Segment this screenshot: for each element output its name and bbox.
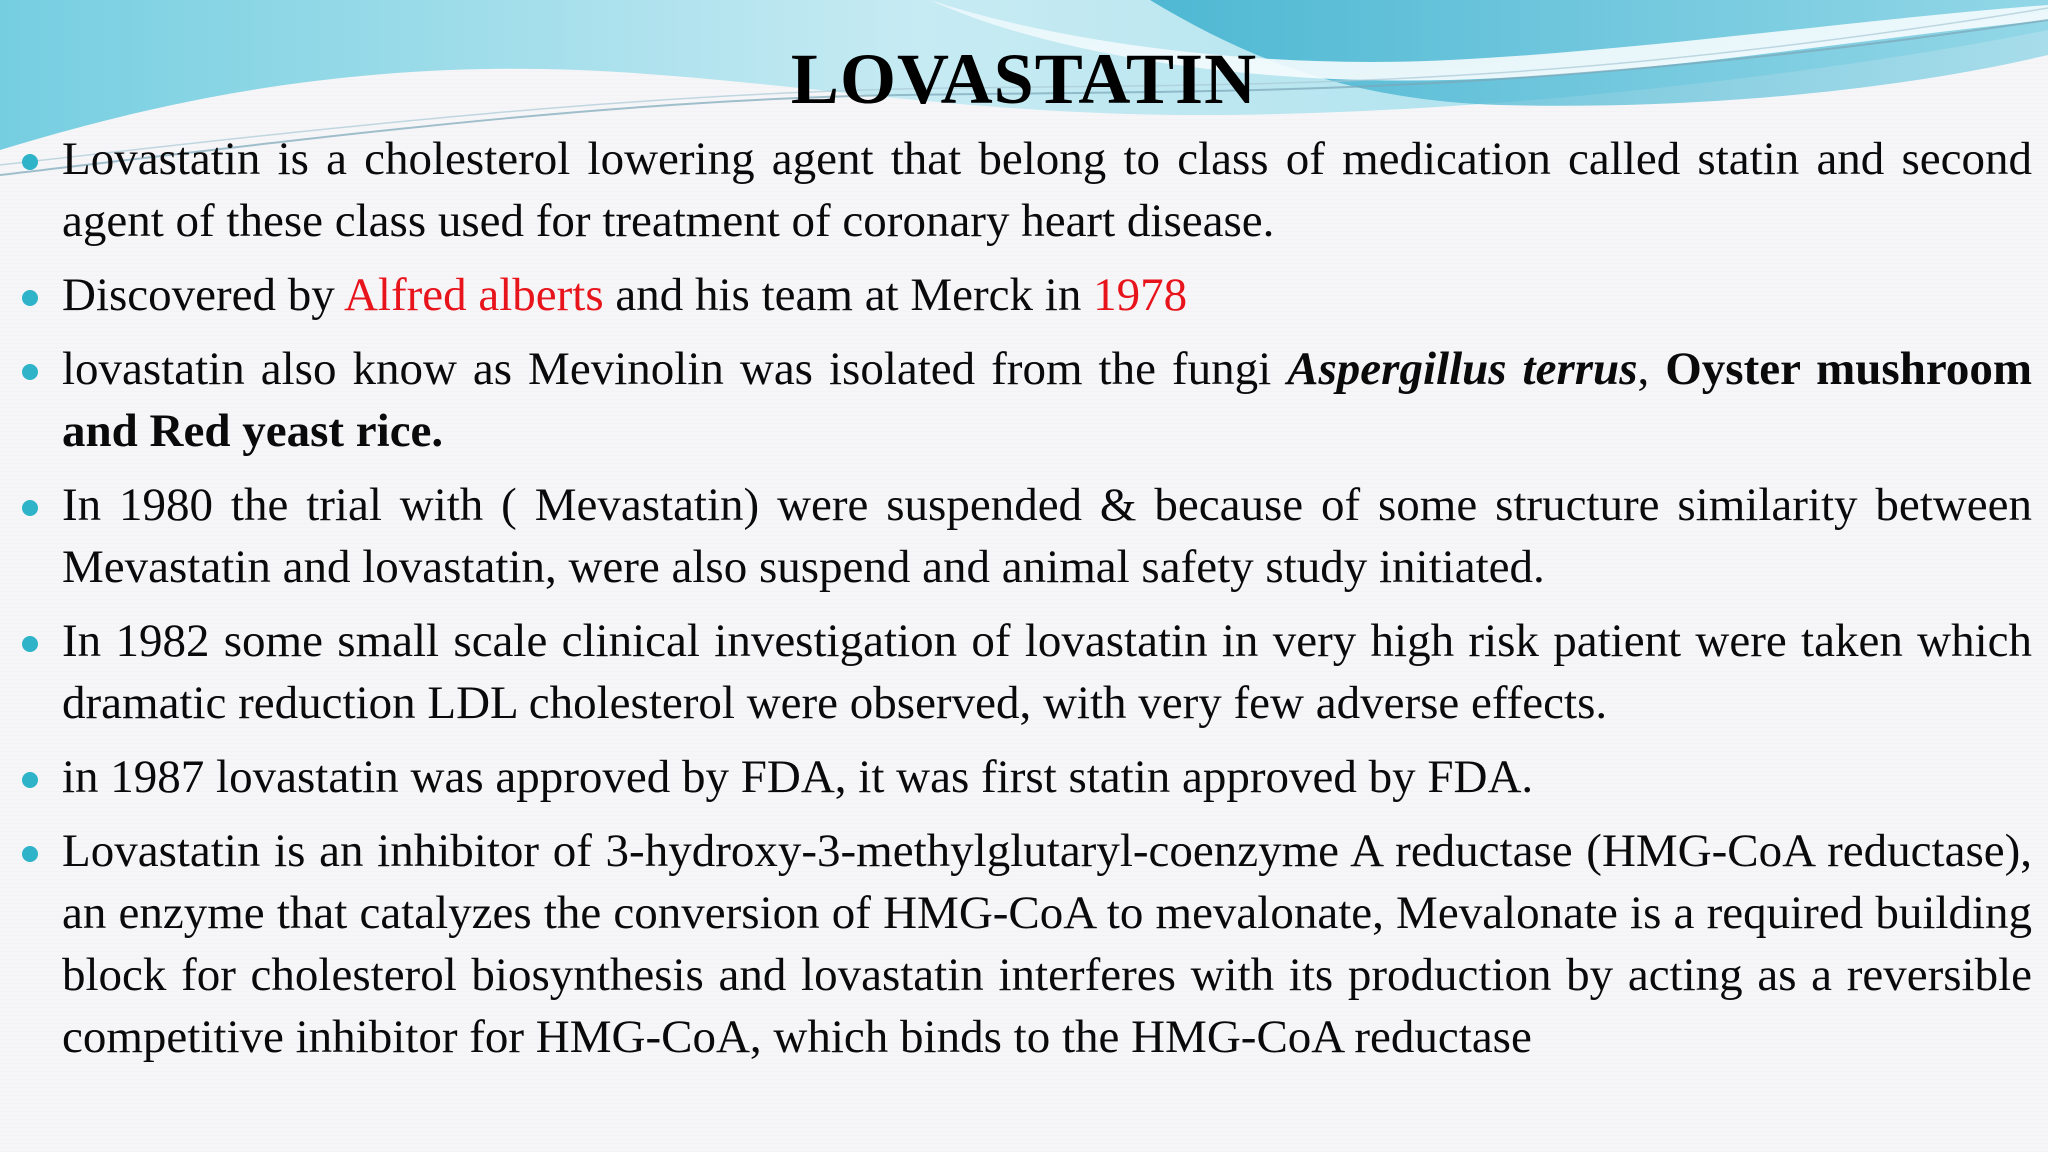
discovery-year: 1978 (1093, 269, 1188, 321)
bullet-text: Lovastatin is an inhibitor of 3-hydroxy-3-methylglutaryl-coenzyme A reductase (HMG-CoA reductase), an enzyme that catalyzes the conversion of HMG-CoA to mevalonate, Mevalonate is a required building block for cholesterol biosynthesis and lovastatin interferes with its production by acting as a reversible competitive inhibitor for HMG-CoA, which binds to the HMG-CoA reductase (62, 825, 2032, 1063)
bullet-text: In 1980 the trial with ( Mevastatin) were suspended & because of some structure similarity between Mevastatin and lovastatin, were also suspend and animal safety study initiated. (62, 479, 2032, 593)
bullet-text: in 1987 lovastatin was approved by FDA, it was first statin approved by FDA. (62, 751, 1534, 803)
discoverer-name: Alfred alberts (343, 269, 604, 321)
bullet-item (62, 820, 2032, 1068)
bullet-text: Discovered by (62, 269, 344, 321)
bullet-text: and his team at Merck in (603, 269, 1094, 321)
bullet-text: lovastatin also know as Mevinolin was isolated from the fungi (62, 343, 1288, 395)
bullet-item (62, 610, 2032, 734)
species-name: Aspergillus terrus (1287, 343, 1638, 395)
bullet-item (62, 746, 2032, 808)
bullet-text: In 1982 some small scale clinical investigation of lovastatin in very high risk patient were taken which dramatic reduction LDL cholesterol were observed, with very few adverse effects. (62, 615, 2032, 729)
bullet-text: Lovastatin is a cholesterol lowering agent that belong to class of medication called statin and second agent of these class used for treatment of coronary heart disease. (62, 133, 2032, 247)
bullet-list (62, 128, 2032, 1080)
bullet-item (62, 264, 2032, 326)
bullet-item (62, 474, 2032, 598)
bullet-item (62, 338, 2032, 462)
bullet-item (62, 128, 2032, 252)
natural-sources: Oyster mushroom and Red yeast rice. (62, 343, 2032, 457)
slide-title: LOVASTATIN (790, 39, 1258, 119)
bullet-text: , (1637, 343, 1666, 395)
